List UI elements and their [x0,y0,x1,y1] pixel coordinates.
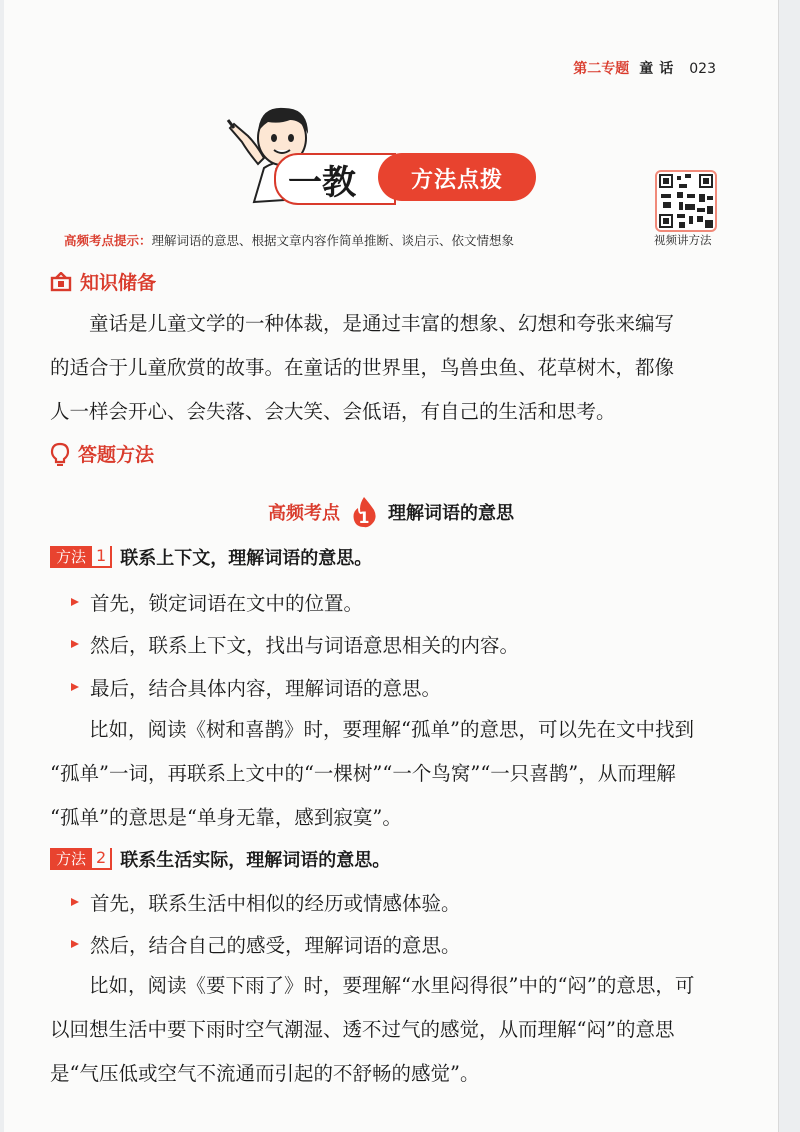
method-1-example [50,708,730,840]
bullet-text: 然后，结合自己的感受，理解词语的意思。 [90,934,461,957]
example-line: 比如，阅读《要下雨了》时，要理解“水里闷得很”中的“闷”的意思，可 [89,974,695,997]
point-label: 高频考点 [268,503,340,524]
method-tag-number: 1 [92,546,112,568]
method-1-tag [50,546,112,568]
bullet-text: 首先，联系生活中相似的经历或情感体验。 [90,892,461,915]
method-2-bullet [70,888,461,916]
example-line: 以回想生活中要下雨时空气潮湿、透不过气的感觉，从而理解“闷”的意思 [50,1018,675,1041]
method-2-tag [50,848,112,870]
method-2-title: 联系生活实际，理解词语的意思。 [120,850,391,871]
method-tag-number: 2 [92,848,112,870]
header-genre: 童话 [639,61,680,77]
bullet-text: 然后，联系上下文，找出与词语意思相关的内容。 [90,634,520,657]
answer-method-heading-text: 答题方法 [78,444,155,466]
page-number: 023 [689,61,716,77]
method-1-title: 联系上下文，理解词语的意思。 [120,548,373,569]
method-2-example [50,964,730,1096]
method-tag-label: 方法 [50,546,92,568]
knowledge-paragraph [50,302,730,434]
section-banner [274,153,536,201]
method-1-bullet [70,630,519,658]
book-page [4,0,779,1132]
bullet-arrow-icon [70,597,80,607]
knowledge-line: 童话是儿童文学的一种体裁，是通过丰富的想象、幻想和夸张来编写 [89,312,675,335]
header-topic: 第二专题 [573,61,630,77]
point-number: 1 [358,508,370,527]
bullet-text: 首先，锁定词语在文中的位置。 [90,592,364,615]
method-2-bullet [70,930,461,958]
banner-pill [378,153,536,201]
method-tag-label: 方法 [50,848,92,870]
tip-text: 理解词语的意思、根据文章内容作简单推断、谈启示、依文情想象 [151,233,515,248]
video-method-label[interactable]: 视频讲方法 [654,233,712,247]
book-icon [50,272,72,292]
lightbulb-icon [50,442,70,466]
example-line: 是“气压低或空气不流通而引起的不舒畅的感觉”。 [50,1062,480,1085]
method-1-row [50,544,372,570]
knowledge-line: 人一样会开心、会失落、会大笑、会低语，有自己的生活和思考。 [50,400,616,423]
method-2-row [50,846,390,872]
bullet-arrow-icon [70,939,80,949]
banner-prefix: 一教 [288,163,356,203]
tip-label: 高频考点提示： [64,233,152,248]
page-header [573,58,716,78]
bullet-arrow-icon [70,682,80,692]
example-line: 比如，阅读《树和喜鹊》时，要理解“孤单”的意思，可以先在文中找到 [89,718,694,741]
example-line: “孤单”一词，再联系上文中的“一棵树”“一个鸟窝”“一只喜鹊”，从而理解 [50,762,676,785]
frequent-point-tip [64,231,514,249]
banner-label: 方法点拨 [410,168,503,193]
frequent-point-title [4,496,778,528]
example-line: “孤单”的意思是“单身无靠，感到寂寞”。 [50,806,402,829]
knowledge-heading-text: 知识储备 [80,272,157,294]
knowledge-line: 的适合于儿童欣赏的故事。在童话的世界里，鸟兽虫鱼、花草树木，都像 [50,356,675,379]
answer-method-heading [50,440,154,467]
bullet-text: 最后，结合具体内容，理解词语的意思。 [90,677,442,700]
point-title: 理解词语的意思 [388,503,514,524]
bullet-arrow-icon [70,639,80,649]
method-1-bullet [70,673,441,701]
qr-code-icon[interactable] [655,170,717,232]
bullet-arrow-icon [70,897,80,907]
method-1-bullet [70,588,363,616]
knowledge-heading [50,268,156,295]
flame-number-icon [350,496,378,528]
